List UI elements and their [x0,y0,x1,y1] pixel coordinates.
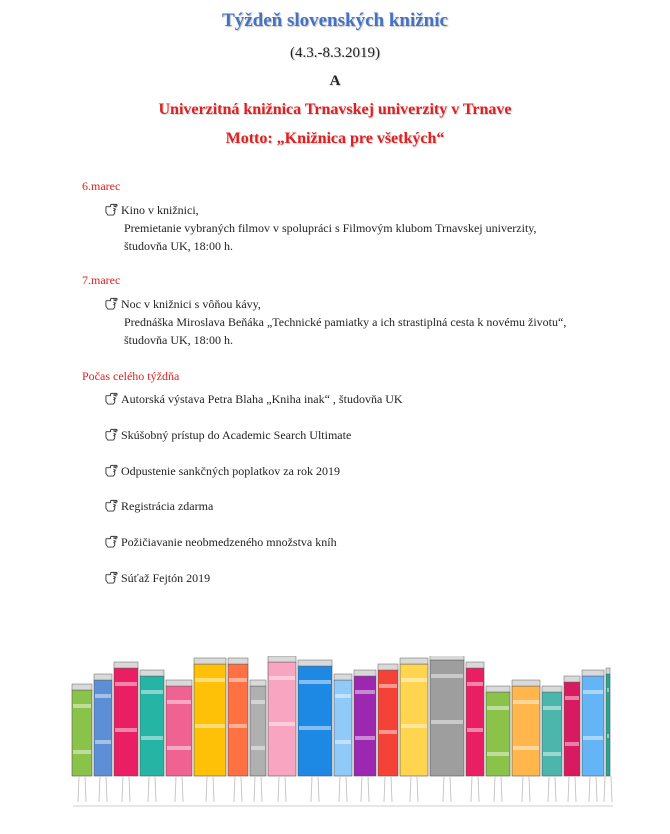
pointing-hand-icon [105,499,118,512]
item-title: Skúšobný prístup do Academic Search Ultimate [121,428,352,442]
item-title: Kino v knižnici, [121,203,199,217]
pointing-hand-icon [105,428,118,441]
list-item [105,533,337,551]
event-dates: (4.3.-8.3.2019) [290,45,380,61]
document-title: Týždeň slovenských knižníc [222,10,448,31]
pointing-hand-icon [105,203,118,216]
item-title: Noc v knižnici s vôňou kávy, [121,297,261,311]
pointing-hand-icon [105,464,118,477]
item-location: študovňa UK, 18:00 h. [124,333,233,347]
list-item [105,497,213,515]
list-item [105,390,403,408]
list-item [105,201,537,255]
section-heading-march-7: 7.marec [82,273,121,287]
pointing-hand-icon [105,571,118,584]
item-description: Premietanie vybraných filmov v spolupráci s Filmovým klubom Trnavskej univerzity, [124,221,537,235]
item-title: Súťaž Fejtón 2019 [121,571,211,585]
organization-name: Univerzitná knižnica Trnavskej univerzity v Trnave [158,101,512,118]
item-title: Odpustenie sankčných poplatkov za rok 2019 [121,464,340,478]
list-item [105,569,210,587]
list-item [105,295,566,349]
conjunction: A [329,73,341,89]
pointing-hand-icon [105,535,118,548]
item-title: Registrácia zdarma [121,499,214,513]
pointing-hand-icon [105,392,118,405]
motto: Motto: „Knižnica pre všetkých“ [225,130,445,147]
section-heading-march-6: 6.marec [82,179,121,193]
item-title: Autorská výstava Petra Blaha „Kniha inak“ , študovňa UK [121,392,403,406]
list-item [105,462,340,480]
pointing-hand-icon [105,297,118,310]
books-illustration [68,656,618,826]
item-title: Požičiavanie neobmedzeného množstva kníh [121,535,337,549]
item-description: Prednáška Miroslava Beňáka „Technické pamiatky a ich strastiplná cesta k novému životu“, [124,315,567,329]
list-item [105,426,351,444]
item-location: študovňa UK, 18:00 h. [124,239,233,253]
section-heading-whole-week: Počas celého týždňa [82,369,180,383]
